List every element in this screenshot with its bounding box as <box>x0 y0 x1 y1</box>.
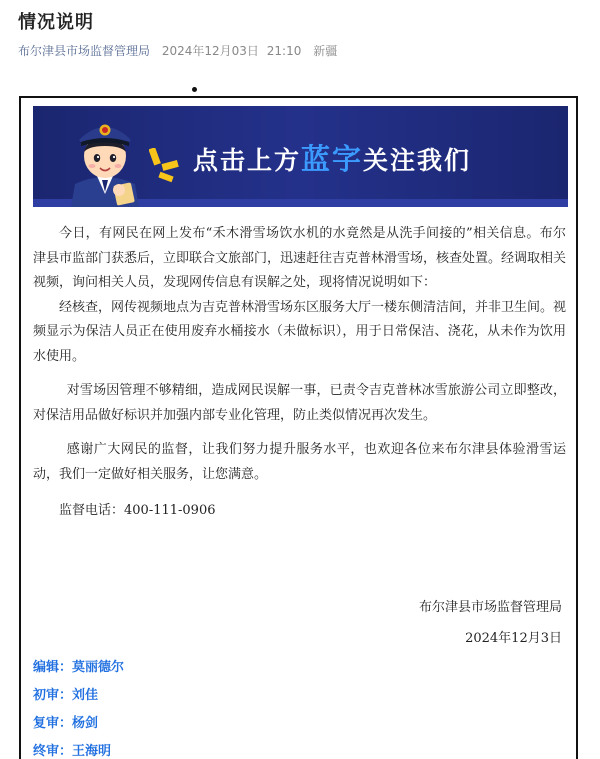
follow-banner[interactable] <box>33 106 568 207</box>
banner-slogan <box>193 137 471 178</box>
supervision-hotline: 监督电话：400-111-0906 <box>59 503 216 518</box>
publish-date: 2024年12月03日 <box>161 44 259 58</box>
signoff-date: 2024年12月3日 <box>465 631 562 646</box>
article-body <box>33 222 566 524</box>
credit-editor: 编辑：莫丽德尔 <box>33 660 125 675</box>
credit-first-review: 初审：刘佳 <box>33 688 99 703</box>
body-paragraph-3: 对雪场因管理不够精细，造成网民误解一事，已责令吉克普林冰雪旅游公司立即整改，对保洁用品做好标识并加强内部专业化管理，防止类似情况再次发生。 <box>33 383 566 423</box>
police-mascot-icon <box>57 108 153 207</box>
banner-text-after: 关注我们 <box>363 146 472 175</box>
article-title: 情况说明 <box>18 12 94 33</box>
body-paragraph-4: 感谢广大网民的监督，让我们努力提升服务水平，也欢迎各位来布尔津县体验滑雪运动，我们一定做好相关服务，让您满意。 <box>33 442 566 482</box>
sparkle-icon <box>149 148 179 188</box>
article-meta <box>18 42 337 59</box>
body-paragraph-2: 经核查，网传视频地点为吉克普林滑雪场东区服务大厅一楼东侧清洁间，并非卫生间。视频显示为保洁人员正在使用废弃水桶接水（未做标识），用于日常保洁、浇花，从未作为饮用水使用。 <box>33 299 567 364</box>
credit-second-review: 复审：杨剑 <box>33 716 99 731</box>
body-paragraph-1: 今日，有网民在网上发布“禾木滑雪场饮水机的水竟然是从洗手间接的”相关信息。布尔津县市监部门获悉后，立即联合文旅部门，迅速赶往吉克普林滑雪场，核查处置。经调取相关视频，询问相关人员，发现网传信息有误解之处，现将情况说明如下： <box>33 226 567 290</box>
banner-text-highlight: 蓝字 <box>301 142 364 176</box>
banner-text-before: 点击上方 <box>193 146 302 175</box>
signoff-organization: 布尔津县市场监督管理局 <box>418 600 562 615</box>
account-name-link[interactable]: 布尔津县市场监督管理局 <box>18 44 151 58</box>
decorative-dot <box>192 87 197 92</box>
article-frame <box>19 96 578 759</box>
publish-time: 21:10 <box>266 44 302 58</box>
editorial-credits <box>33 654 124 759</box>
credit-final-review: 终审：王海明 <box>33 744 112 759</box>
publish-location: 新疆 <box>313 44 338 58</box>
